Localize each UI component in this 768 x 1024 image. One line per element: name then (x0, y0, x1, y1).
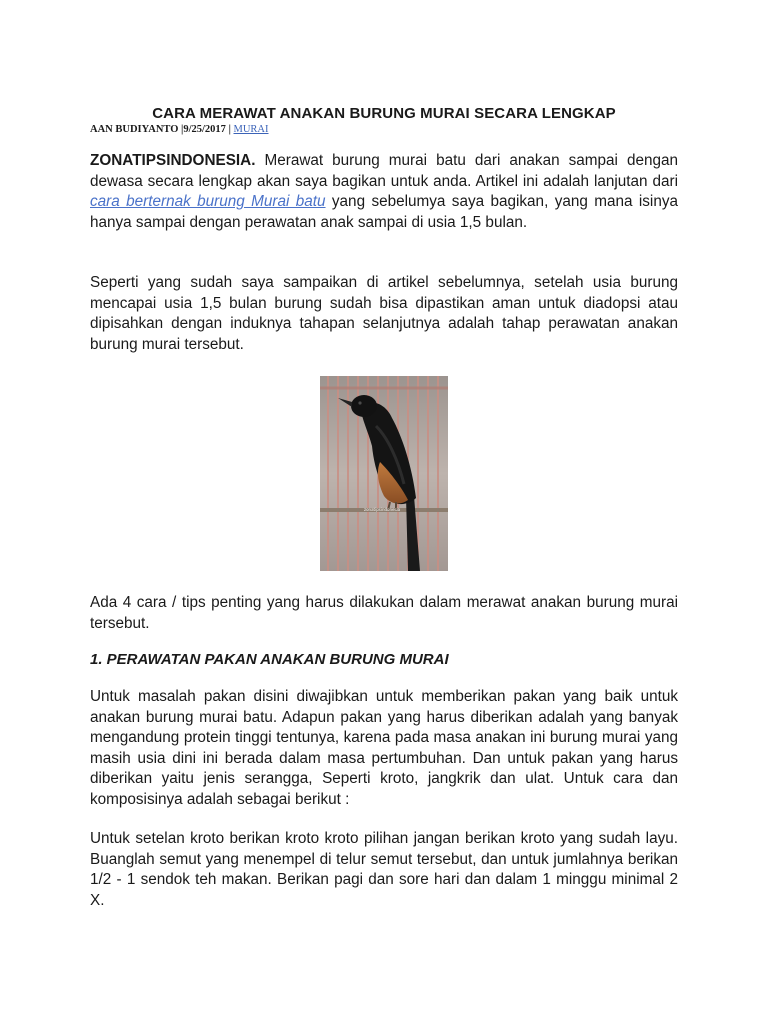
photo-watermark: zonatipsindonesia (364, 507, 401, 512)
intro-paragraph (90, 151, 678, 233)
paragraph-3: Ada 4 cara / tips penting yang harus dilakukan dalam merawat anakan burung murai tersebut. (90, 594, 678, 632)
paragraph-2: Seperti yang sudah saya sampaikan di artikel sebelumnya, setelah usia burung mencapai usia 1,5 bulan burung sudah bisa dipastikan aman untuk diadopsi atau dipisahkan dengan induknya tahapan selanjutnya adalah tahap perawatan anakan burung murai tersebut. (90, 274, 678, 353)
article-meta (90, 124, 269, 135)
previous-article-link[interactable]: cara berternak burung Murai batu (90, 193, 326, 211)
intro-text: Merawat burung murai batu dari anakan sampai dengan dewasa secara lengkap akan saya bagikan untuk anda. Artikel ini adalah lanjutan dari (90, 152, 678, 190)
paragraph-5: Untuk setelan kroto berikan kroto kroto pilihan jangan berikan kroto yang sudah layu. Buanglah semut yang menempel di telur semut tersebut, dan untuk jumlahnya berikan 1/2 - 1 sendok teh makan. Berikan pagi dan sore hari dan dalam 1 minggu minimal 2 X. (90, 830, 678, 909)
meta-separator: | (178, 124, 184, 135)
article-title: CARA MERAWAT ANAKAN BURUNG MURAI SECARA LENGKAP (152, 105, 616, 122)
author-name: AAN BUDIYANTO (90, 124, 179, 135)
bird-in-cage-illustration (320, 376, 448, 571)
intro-text-cont: yang sebelumya saya bagikan, yang mana isinya hanya sampai dengan perawatan anak sampai di usia 1,5 bulan. (90, 193, 678, 231)
paragraph-4: Untuk masalah pakan disini diwajibkan untuk memberikan pakan yang baik untuk anakan burung murai batu. Adapun pakan yang harus diberikan adalah yang banyak mengandung protein tinggi tentunya, karena pada masa anakan ini burung murai yang masih usia dini ini berada dalam masa pertumbuhan. Dan untuk pakan yang harus diberikan yaitu jenis serangga, Seperti kroto, jangkrik dan ulat. Untuk cara dan komposisinya adalah sebagai berikut : (90, 688, 678, 808)
bird-photo (320, 376, 448, 571)
post-date: 9/25/2017 (183, 124, 226, 135)
site-name: ZONATIPSINDONESIA. (90, 152, 256, 169)
meta-separator: | (225, 124, 234, 135)
category-link[interactable]: MURAI (233, 124, 269, 135)
section-heading: 1. PERAWATAN PAKAN ANAKAN BURUNG MURAI (90, 651, 449, 668)
